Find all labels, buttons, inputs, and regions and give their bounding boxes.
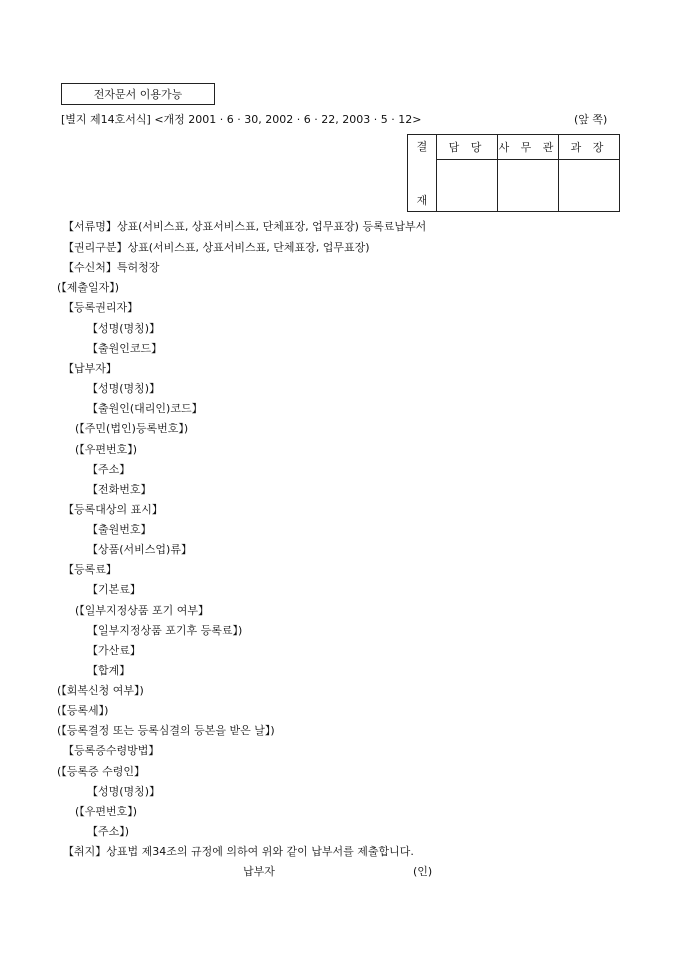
field-decision-receipt-date: (【등록결정 또는 등록심결의 등본을 받은 날】) bbox=[57, 724, 275, 737]
field-payer-phone: 【전화번호】 bbox=[87, 483, 152, 496]
approval-header-chief: 과 장 bbox=[559, 135, 620, 160]
field-recipient-postal-code: (【우편번호】) bbox=[75, 805, 138, 818]
field-total: 【합계】 bbox=[87, 664, 131, 677]
field-surcharge: 【가산료】 bbox=[87, 644, 141, 657]
field-restoration-request: (【회복신청 여부】) bbox=[57, 684, 144, 697]
field-recipient-address: 【주소】) bbox=[87, 825, 130, 838]
field-purpose-statement: 【취지】상표법 제34조의 규정에 의하여 위와 같이 납부서를 제출합니다. bbox=[63, 845, 414, 858]
approval-side-label bbox=[408, 135, 437, 212]
field-submission-date: (【제출일자】) bbox=[57, 281, 120, 294]
field-certificate-recipient: (【등록증 수령인】 bbox=[57, 765, 146, 778]
approval-sign-chief bbox=[559, 160, 620, 212]
field-registration-tax: (【등록세】) bbox=[57, 704, 109, 717]
field-recipient: 【수신처】특허청장 bbox=[63, 261, 160, 274]
section-registered-right-holder: 【등록권리자】 bbox=[63, 301, 139, 314]
field-payer-code: 【출원인(대리인)코드】 bbox=[87, 402, 203, 415]
field-recipient-name: 【성명(명칭)】 bbox=[87, 785, 161, 798]
section-registration-fee: 【등록료】 bbox=[63, 563, 117, 576]
field-basic-fee: 【기본료】 bbox=[87, 583, 141, 596]
field-partial-waiver: (【일부지정상품 포기 여부】 bbox=[75, 604, 210, 617]
signature-label: 납부자 bbox=[243, 865, 275, 878]
section-registration-target: 【등록대상의 표시】 bbox=[63, 503, 163, 516]
approval-side-bottom: 재 bbox=[416, 194, 428, 207]
field-right-type: 【권리구분】상표(서비스표, 상표서비스표, 단체표장, 업무표장) bbox=[63, 241, 370, 254]
field-holder-name: 【성명(명칭)】 bbox=[87, 322, 161, 335]
e-document-badge: 전자문서 이용가능 bbox=[61, 83, 215, 105]
approval-header-officer: 사 무 관 bbox=[498, 135, 559, 160]
field-document-name: 【서류명】상표(서비스표, 상표서비스표, 단체표장, 업무표장) 등록료납부서 bbox=[63, 220, 427, 233]
field-certificate-receipt-method: 【등록증수령방법】 bbox=[63, 744, 160, 757]
page-side-label: (앞 쪽) bbox=[574, 113, 608, 126]
field-application-number: 【출원번호】 bbox=[87, 523, 152, 536]
signature-seal: (인) bbox=[413, 865, 433, 878]
approval-header-staff: 담 당 bbox=[437, 135, 498, 160]
field-payer-postal-code: (【우편번호】) bbox=[75, 443, 138, 456]
field-payer-registration-number: (【주민(법인)등록번호】) bbox=[75, 422, 189, 435]
field-holder-applicant-code: 【출원인코드】 bbox=[87, 342, 163, 355]
field-goods-class: 【상품(서비스업)류】 bbox=[87, 543, 192, 556]
approval-side-top: 결 bbox=[416, 140, 428, 153]
section-payer: 【납부자】 bbox=[63, 362, 117, 375]
approval-sign-staff bbox=[437, 160, 498, 212]
approval-sign-officer bbox=[498, 160, 559, 212]
form-reference: [별지 제14호서식] <개정 2001 · 6 · 30, 2002 · 6 · 22, 2003 · 5 · 12> bbox=[61, 113, 422, 126]
field-fee-after-waiver: 【일부지정상품 포기후 등록료】) bbox=[87, 624, 243, 637]
field-payer-name: 【성명(명칭)】 bbox=[87, 382, 161, 395]
field-payer-address: 【주소】 bbox=[87, 463, 131, 476]
approval-table bbox=[407, 134, 620, 212]
